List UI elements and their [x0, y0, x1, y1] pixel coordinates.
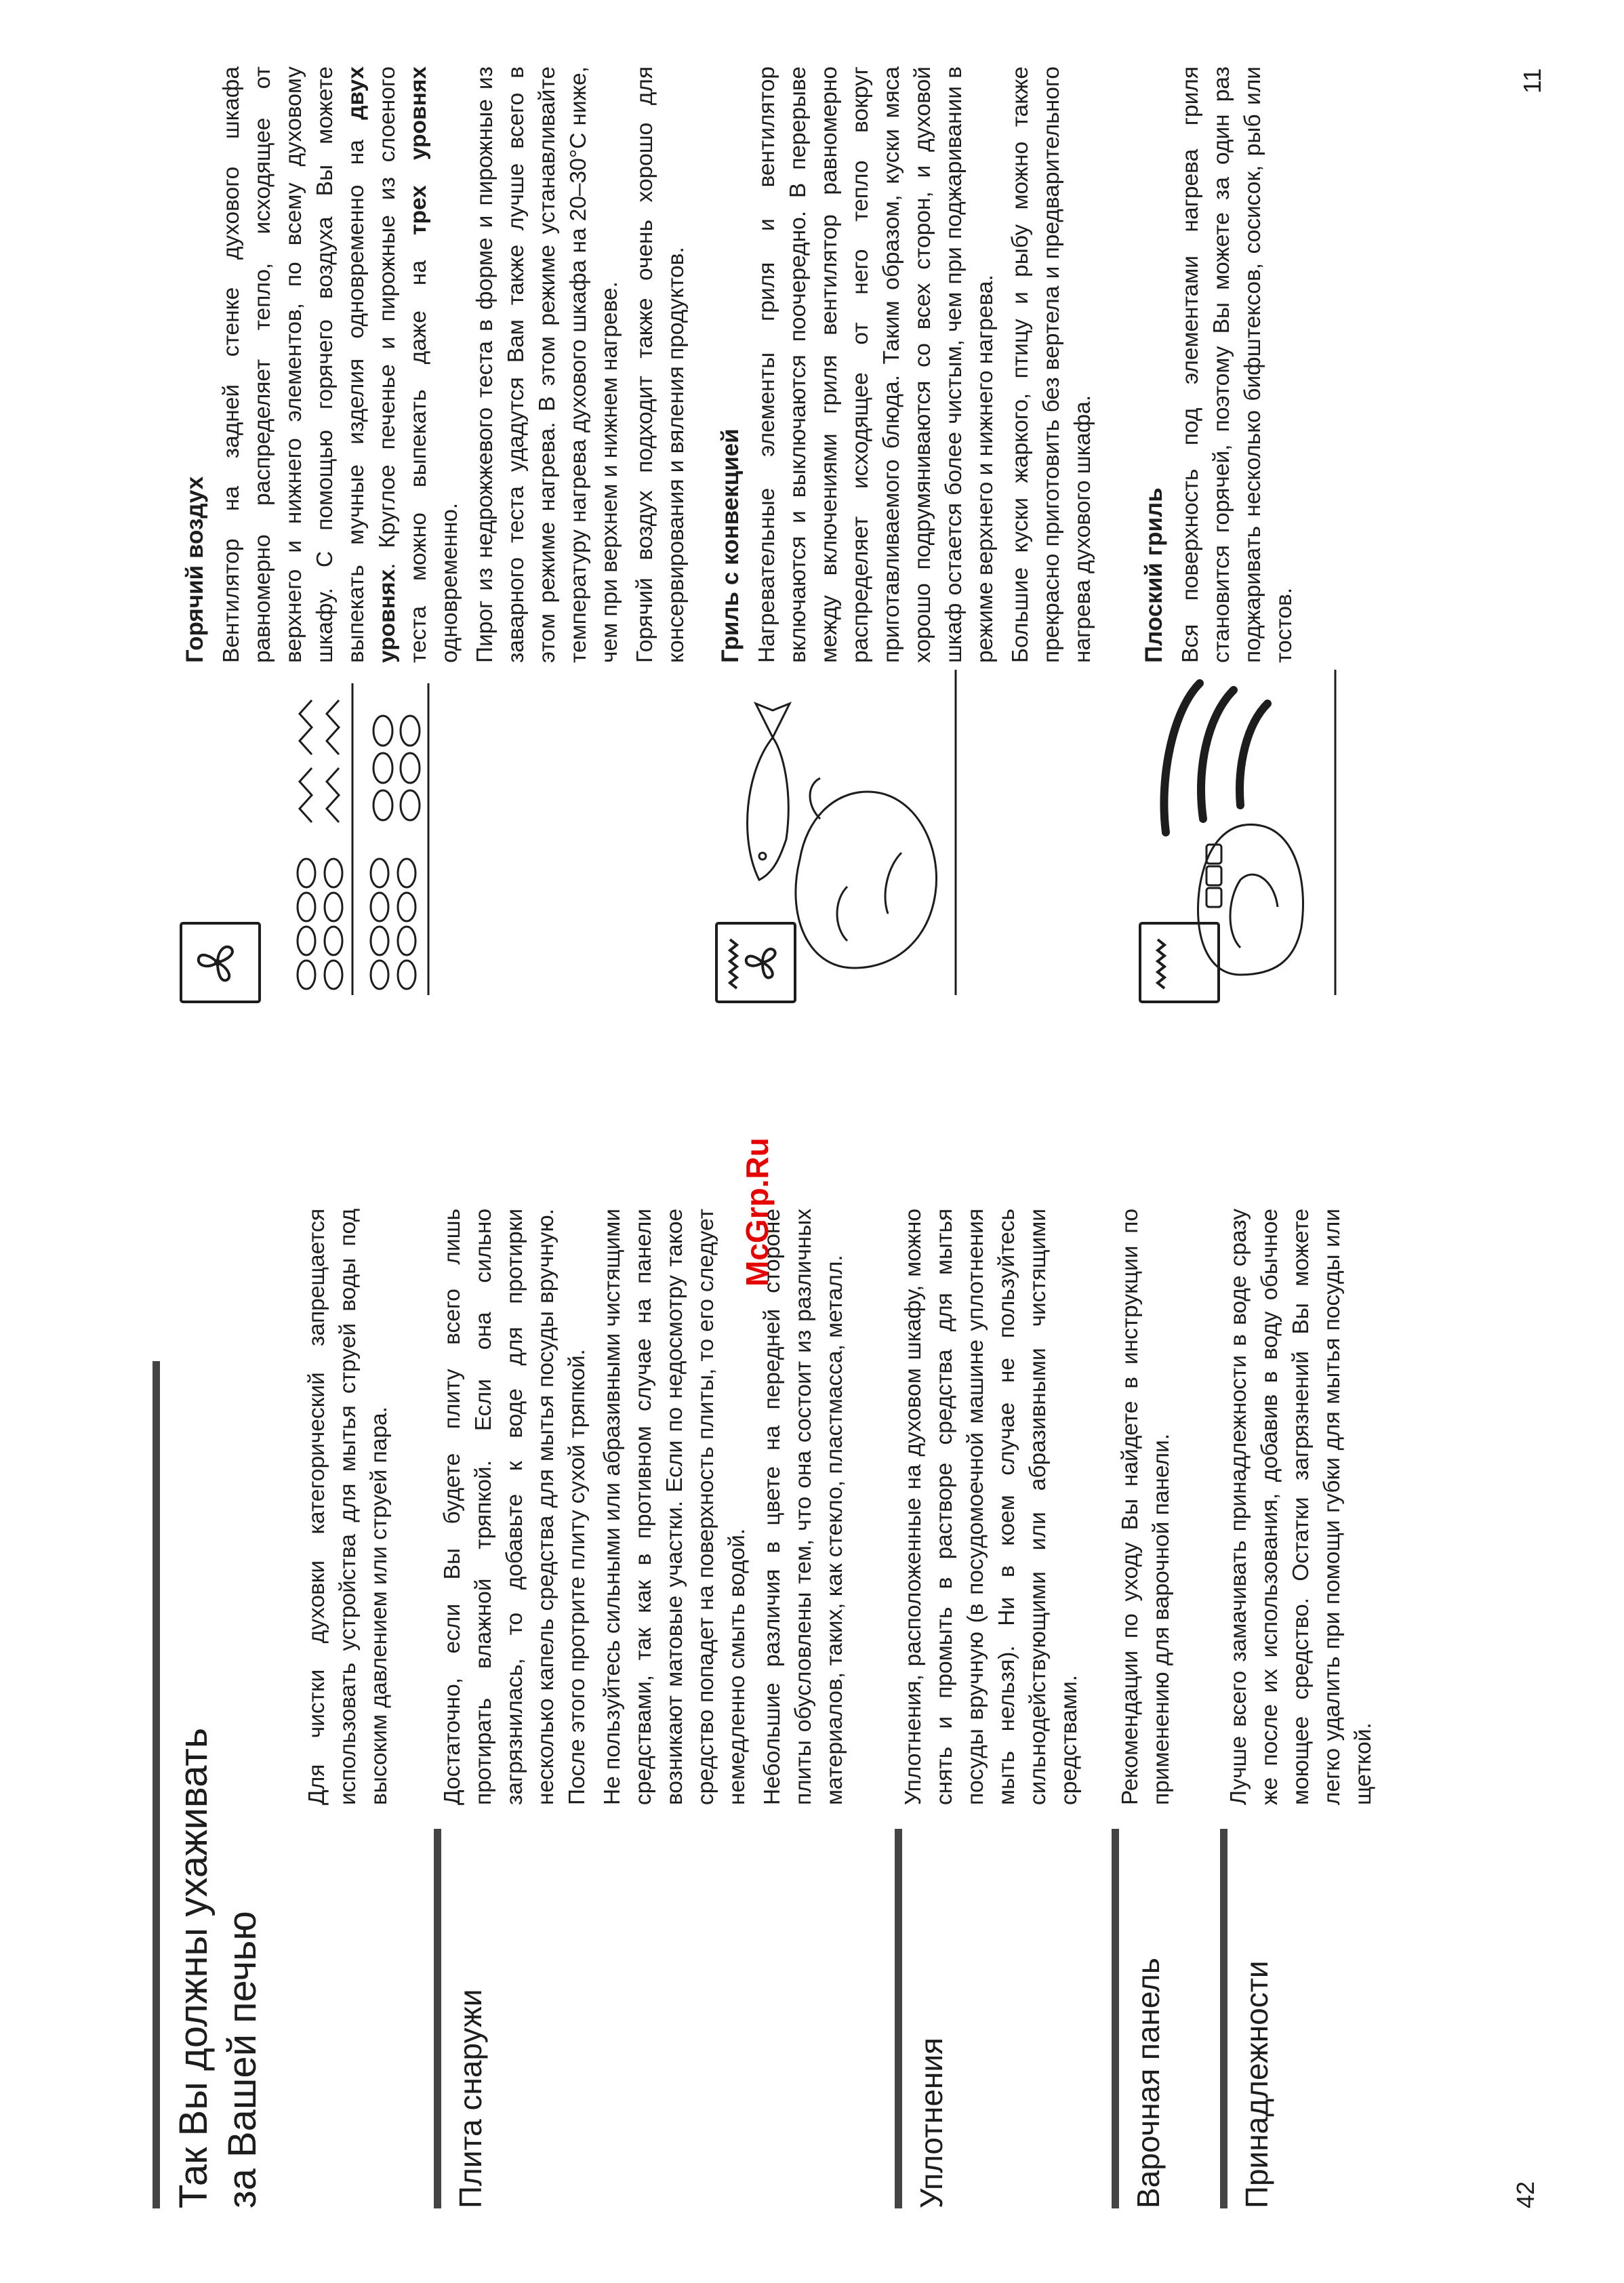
hot-air-paragraph-1 — [216, 66, 466, 663]
grill-convection-paragraph-1: Нагревательные элементы гриля и вентилятор включаются и выключаются поочередно. В перерыве между включениями гриля вентилятор равномерно распределяет исходящее от него тепло вокруг приготавливаемого блюда. Таким образом, куски мяса хорошо подрумяниваются со всех сторон, и духовой шкаф остается более чистым, чем при поджаривании в режиме верхнего и нижнего нагрева. — [754, 66, 998, 663]
section-rule — [434, 1829, 441, 2208]
title-rule — [153, 1361, 160, 2208]
paragraph: Уплотнения, расположенные на духовом шкафу, можно снять и промыть в растворе средства для мытья посуды вручную (в посудомоечной машине уплотнения мыть нельзя). Ни в коем случае не пользуйтесь сильнодействующими или абразивными чистящими средствами. — [901, 1209, 1082, 1805]
paragraph: Небольшие различия в цвете на передней стороне плиты обусловлены тем, что она состоит из различных материалов, таких, как стекло, пластмасса, металл. — [760, 1209, 847, 1805]
section-rule — [1112, 1829, 1119, 2208]
emphasis-three-levels: трех уровнях — [406, 66, 431, 235]
paragraph: Не пользуйтесь сильными или абразивными чистящими средствами, так как в противном случае на панели возникают матовые участки. Если по недосмотру такое средство попадет на поверхность плиты, то его следует немедленно смыть водой. — [600, 1209, 750, 1805]
section-heading-exterior: Плита снаружи — [453, 1989, 488, 2208]
watermark: McGrp.Ru — [739, 1137, 775, 1287]
emphasis-two-levels: двух уровнях — [344, 66, 400, 663]
section-heading-accessories: Принадлежности — [1239, 1960, 1274, 2208]
section-heading-flat-grill: Плоский гриль — [1141, 487, 1167, 663]
text-run: одновременно. — [437, 502, 462, 663]
section-heading-hob: Варочная панель — [1131, 1958, 1166, 2208]
title-line-2: за Вашей печью — [220, 1911, 264, 2208]
flat-grill-paragraph-1: Вся поверхность под элементами нагрева гриля становится горячей, поэтому Вы можете за один раз поджаривать несколько бифштексов, сосисок, рыб или тостов. — [1178, 66, 1297, 663]
page-number-left: 42 — [1511, 2181, 1539, 2208]
section-body-exterior — [437, 1209, 855, 1805]
section-body-hob — [1115, 1209, 1181, 1805]
text-run: . Круглое печенье и пирожные из слоеного теста можно выпекать даже на — [375, 66, 431, 663]
paragraph: Лучше всего замачивать принадлежности в воде сразу же после их использования, добавив в воду обычное моющее средство. Остатки загрязнений Вы можете легко удалить при помощи губки для мытья посуды или щеткой. — [1226, 1209, 1376, 1805]
paragraph: Рекомендации по уходу Вы найдете в инструкции по применению для варочной панели. — [1118, 1209, 1174, 1805]
grill-convection-paragraph-2: Большие куски жаркого, птицу и рыбу можно также прекрасно приготовить без вертела и предварительного нагрева духового шкафа. — [1008, 66, 1095, 663]
hot-air-paragraph-3: Горячий воздух подходит также очень хорошо для консервирования и вяления продуктов. — [632, 66, 689, 663]
section-heading-seals: Уплотнения — [914, 2037, 949, 2208]
section-body-seals — [898, 1209, 1089, 1805]
page-title — [169, 1361, 267, 2208]
text-run: Вентилятор на задней стенке духового шкафа равномерно распределяет тепло, исходящее от верхнего и нижнего элементов, по всему духовому шкафу. С помощью горячего воздуха Вы можете выпекать мучные изделия одновременно на — [219, 66, 369, 663]
section-rule — [1220, 1829, 1227, 2208]
hot-air-paragraph-2: Пирог из недрожжевого теста в форме и пирожные из заварного теста удадутся Вам также лучше всего в этом режиме нагрева. В этом режиме устанавливайте температуру нагрева духового шкафа на 20–30°C ниже, чем при верхнем и нижнем нагреве. — [472, 66, 622, 663]
poultry-fish-illustration — [732, 670, 962, 995]
section-rule — [895, 1829, 902, 2208]
steak-sausages-illustration — [1139, 670, 1342, 995]
intro-paragraph: Для чистки духовки категорический запрещается использовать устройства для мытья струей воды под высоким давлением или струей пара. — [304, 1209, 392, 1805]
section-heading-grill-convection: Гриль с конвекцией — [717, 428, 744, 663]
section-flat-grill — [1139, 66, 1304, 663]
fan-icon — [180, 922, 261, 1003]
section-grill-convection — [715, 66, 1103, 663]
title-line-1: Так Вы должны ухаживать — [171, 1727, 216, 2208]
section-body-accessories — [1223, 1209, 1383, 1805]
section-hot-air — [180, 66, 696, 663]
paragraph: Достаточно, если Вы будете плиту всего лишь протирать влажной тряпкой. Если она сильно загрязнилась, то добавьте к воде для протирки несколько капель средства для мытья посуды вручную. После этого протрите плиту сухой тряпкой. — [440, 1209, 590, 1805]
page-number-right: 11 — [1518, 68, 1546, 94]
section-heading-hot-air: Горячий воздух — [182, 476, 208, 663]
baking-trays-illustration — [271, 683, 451, 995]
